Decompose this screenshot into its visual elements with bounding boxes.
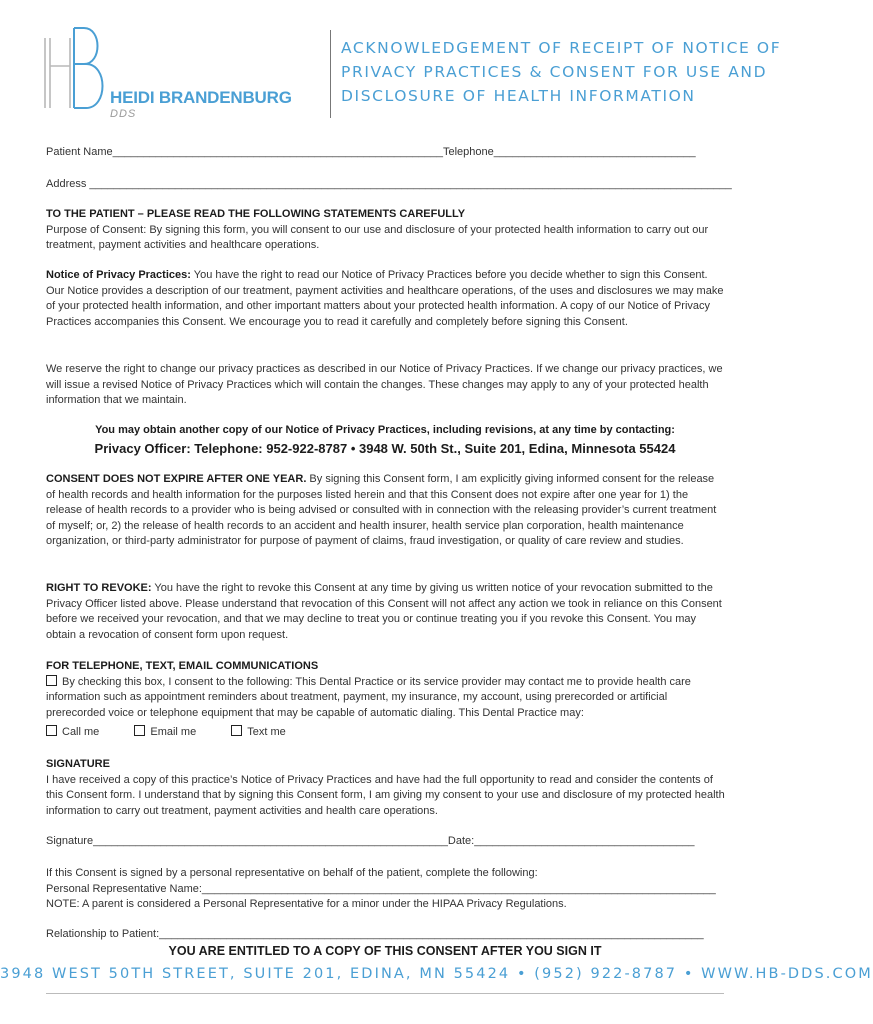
option-email[interactable] <box>134 726 196 738</box>
footer-contact: 3948 WEST 50TH STREET, SUITE 201, EDINA, MN 55424 • (952) 922-8787 • WWW.HB-DDS.COM <box>0 966 873 982</box>
practice-credential: DDS <box>110 108 137 120</box>
footer-divider <box>46 993 724 994</box>
consent-checkbox[interactable] <box>46 675 57 686</box>
text-checkbox[interactable] <box>231 725 242 736</box>
notice-text: You have the right to read our Notice of Privacy Practices before you decide whether to sign this Consent. Our Notice provides a description of our treatment, payment activities and healthcare operations, of the uses and disclosures we may make of your protected health information, and other important matters about your protected health information. A copy of our Notice of Privacy Practices accompanies this Consent. We encourage you to read it carefully and completely before signing this Consent. <box>46 269 724 328</box>
address-field[interactable]: Address _________________________________________________________________________________________________________ <box>46 178 732 190</box>
hb-monogram-icon <box>40 28 110 123</box>
relationship-field[interactable]: Relationship to Patient:_________________________________________________________________________________________ <box>46 928 704 940</box>
rep-name-field[interactable]: Personal Representative Name:____________________________________________________________________________________ <box>46 882 716 895</box>
no-expire-paragraph <box>46 472 726 550</box>
call-checkbox[interactable] <box>46 725 57 736</box>
title-line: ACKNOWLEDGEMENT OF RECEIPT OF NOTICE OF <box>341 39 782 57</box>
option-email-label: Email me <box>150 726 197 739</box>
contact-options <box>46 725 726 741</box>
rep-intro: If this Consent is signed by a personal representative on behalf of the patient, complete the following: <box>46 867 538 879</box>
purpose-text: Purpose of Consent: By signing this form, you will consent to our use and disclosure of your protected health information to carry out our treatment, payment activities and healthcare operations. <box>46 223 709 252</box>
no-expire-label: CONSENT DOES NOT EXPIRE AFTER ONE YEAR. <box>46 473 307 485</box>
privacy-officer-contact: Privacy Officer: Telephone: 952-922-8787 • 3948 W. 50th St., Suite 201, Edina, Minnesota 55424 <box>94 441 676 456</box>
patient-name-telephone-field[interactable]: Patient Name______________________________________________________Telephone_________________________________ <box>46 146 696 158</box>
revoke-paragraph <box>46 581 726 643</box>
title-line: PRIVACY PRACTICES & CONSENT FOR USE AND <box>341 63 768 81</box>
representative-section <box>46 866 726 913</box>
option-text[interactable] <box>231 726 286 738</box>
communications-text: By checking this box, I consent to the following: This Dental Practice or its service provider may contact me to provide health care information such as appointment reminders about treatment, payment, my insurance, my account, using prerecorded or artificial prerecorded voice or telephone equipment that may be capable of automatic dialing. This Dental Practice may: <box>46 675 691 719</box>
header-divider <box>330 30 331 118</box>
notice-paragraph <box>46 268 726 330</box>
signature-text: I have received a copy of this practice’s Notice of Privacy Practices and have had the full opportunity to read and consider the contents of this Consent form. I understand that by signing this Consent form, I am giving my consent to your use and disclosure of my protected health information to carry out treatment, payment activities and health care operations. <box>46 773 725 817</box>
option-call-label: Call me <box>62 726 100 739</box>
practice-logo <box>40 28 320 128</box>
revoke-label: RIGHT TO REVOKE: <box>46 582 152 594</box>
signature-date-field[interactable]: Signature__________________________________________________________Date:____________________________________ <box>46 835 695 847</box>
communications-heading: FOR TELEPHONE, TEXT, EMAIL COMMUNICATIONS <box>46 660 319 672</box>
revoke-text: You have the right to revoke this Consent at any time by giving us written notice of your revocation submitted to the Privacy Officer listed above. Please understand that revocation of this Consent will not affect any action we took in reliance on this Consent before we received your revocation, and that we may decline to treat you or continue treating you if you revoke this Consent. You may obtain a revocation of consent form upon request. <box>46 582 722 641</box>
email-checkbox[interactable] <box>134 725 145 736</box>
signature-section <box>46 757 726 819</box>
communications-section <box>46 659 726 741</box>
entitled-notice: YOU ARE ENTITLED TO A COPY OF THIS CONSENT AFTER YOU SIGN IT <box>168 944 602 958</box>
no-expire-text: By signing this Consent form, I am explicitly giving informed consent for the release of health records and health information for the purposes listed herein and that this Consent does not expire after one year for 1) the release of health records to a provider who is being advised or consulted with in connection with the releasing provider’s current treatment of myself; or, 2) the release of health records to an accident and health insurer, health service plan corporation, health maintenance organization, or third-party administrator for purpose of payment of claims, fraud investigation, or quality of care review and studies. <box>46 473 717 548</box>
reserve-paragraph: We reserve the right to change our privacy practices as described in our Notice of Privacy Practices. If we change our privacy practices, we will issue a revised Notice of Privacy Practices which will contain the changes. These changes may apply to any of your protected health information that we maintain. <box>46 363 723 407</box>
title-line: DISCLOSURE OF HEALTH INFORMATION <box>341 87 696 105</box>
rep-note: NOTE: A parent is considered a Personal Representative for a minor under the HIPAA Privacy Regulations. <box>46 898 567 911</box>
notice-label: Notice of Privacy Practices: <box>46 269 191 281</box>
communications-consent <box>46 675 726 722</box>
intro-heading: TO THE PATIENT – PLEASE READ THE FOLLOWING STATEMENTS CAREFULLY <box>46 208 466 220</box>
obtain-copy-text: You may obtain another copy of our Notice of Privacy Practices, including revisions, at any time by contacting: <box>95 424 675 436</box>
intro-section <box>46 207 726 254</box>
practice-name: HEIDI BRANDENBURG <box>110 88 292 107</box>
option-text-label: Text me <box>247 726 286 739</box>
document-title <box>341 36 782 108</box>
option-call[interactable] <box>46 726 99 738</box>
signature-heading: SIGNATURE <box>46 758 110 770</box>
